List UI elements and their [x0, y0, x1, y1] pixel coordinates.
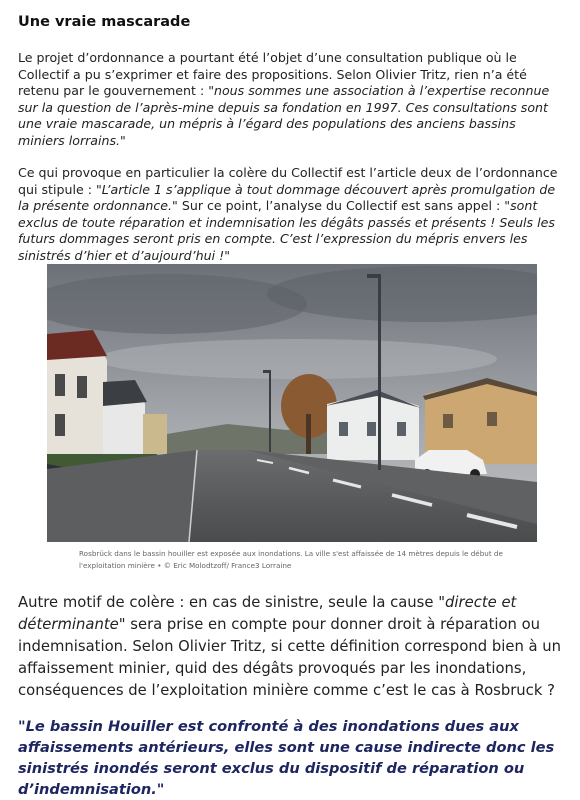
quote-collectif: "sont exclus de toute réparation et indemnisation les dégâts passés et présents ! Seuls les futurs dommages seront pris en compte. C’est l’expression du mépris envers les sinistrés d’hier et d’aujourd’hui !": [18, 198, 555, 263]
paragraph-lead: Ce qui provoque en particulier la colère du Collectif est l’article deux de l’ordonnance qui stipule :: [18, 165, 558, 197]
paragraph-cause: [18, 592, 568, 702]
quote-tritz: "nous sommes une association à l’expertise reconnue sur la question de l’après-mine depuis sa fondation en 1997. Ces consultations sont une vraie mascarade, un mépris à l’égard des populations des anciens bassins miniers lorrains.": [18, 83, 550, 148]
paragraph-middle: Sur ce point, l’analyse du Collectif est sans appel :: [177, 198, 505, 213]
photo-caption: Rosbrück dans le bassin houiller est exposée aux inondations. La ville s'est affaissée de 14 mètres depuis le début de l'exploitation minière • © Eric Molodtzoff/ France3 Lorraine: [79, 549, 503, 570]
paragraph-lead: Le projet d’ordonnance a pourtant été l’objet d’une consultation publique où le Collectif a pu s’exprimer et faire des propositions. Selon Olivier Tritz, rien n’a été retenu par le gouvernement :: [18, 50, 527, 98]
paragraph-lead: Autre motif de colère : en cas de sinistre, seule la cause: [18, 594, 439, 611]
section-heading: Une vraie mascarade: [18, 14, 191, 30]
paragraph-article-deux: [18, 165, 563, 264]
street-photo: [47, 264, 537, 542]
emphasis-cause: "directe et déterminante": [18, 594, 517, 633]
pull-quote: "Le bassin Houiller est confronté à des inondations dues aux affaissements antérieurs, elles sont une cause indirecte donc les sinistrés inondés seront exclus du dispositif de réparation ou d’indemnisation.": [18, 718, 555, 798]
paragraph-consultation: [18, 50, 563, 149]
paragraph-rest: sera prise en compte pour donner droit à réparation ou indemnisation. Selon Olivier Tritz, si cette définition correspond bien à un affaissement minier, quid des dégâts provoqués par les inondations, conséquences de l’exploitation minière comme c’est le cas à Rosbruck ?: [18, 616, 562, 699]
quote-ordonnance: "L’article 1 s’applique à tout dommage découvert après promulgation de la présente ordonnance.": [18, 181, 556, 213]
